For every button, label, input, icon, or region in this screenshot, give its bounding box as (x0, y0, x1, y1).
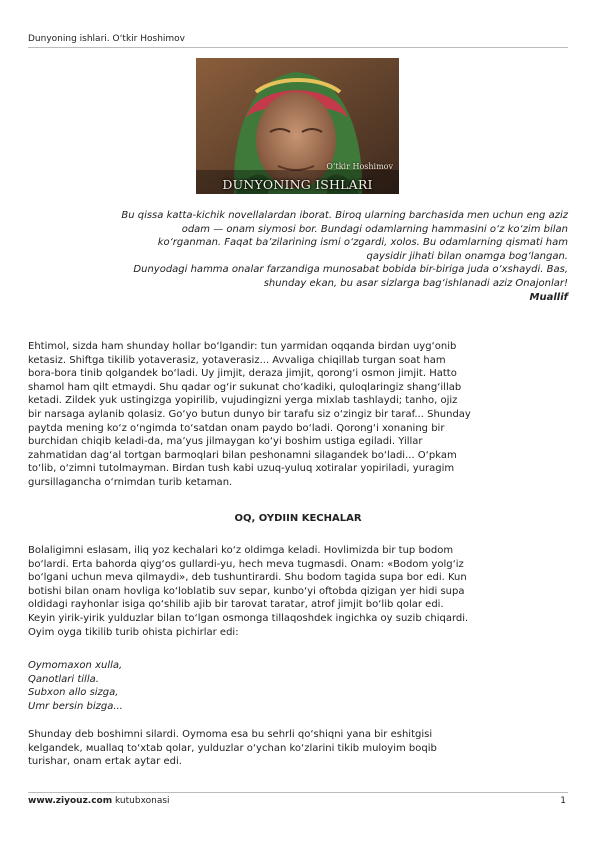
cover-image (196, 58, 399, 194)
text-line: botishi bilan onam hovliga ko‘loblatib suv separ, kunbo‘yi oftobda qizigan yer hidi supa (28, 585, 465, 597)
cover-title: DUNYONING ISHLARI (222, 177, 373, 192)
page-footer (28, 792, 568, 806)
text-line: burchidan chiqib keladi-da, ma’yus jilmaygan ko‘yi boshim ustiga egiladi. Yillar (28, 436, 423, 448)
text-line: turishar, onam ertak aytar edi. (28, 756, 182, 768)
cover-author: O‘tkir Hoshimov (326, 162, 393, 171)
text-line: bo‘lgani uchun meva qilmaydi», deb tushuntirardi. Shu bodom tagida supa bor edi. Kun (28, 572, 467, 584)
epigraph-line: shunday ekan, bu asar sizlarga bag‘ishlanadi aziz Onajonlar! (263, 277, 568, 289)
text-line: gursillagancha o‘rnimdan turib ketaman. (28, 476, 233, 488)
running-header (28, 34, 568, 48)
epigraph-line: Dunyodagi hamma onalar farzandiga munosabat bobida bir-biriga juda o‘xshaydi. Bas, (133, 264, 568, 276)
text-line: ketasiz. Shiftga tikilib yotaverasiz, yotaverasiz... Avvaliga chiqillab turgan soat ham (28, 354, 446, 366)
paragraph-opening (28, 340, 568, 490)
portrait-illustration (196, 58, 399, 194)
text-line: ketadi. Zildek yuk ustingizga yopirilib, vujudingizni yerga mixlab tashlaydi; tanho, ojiz (28, 395, 458, 407)
text-line: zahmatidan dag‘al tortgan barmoqlari bilan peshonamni silagandek bo‘ladi... O‘pkam (28, 449, 457, 461)
page-number: 1 (560, 796, 566, 806)
poem-line: Oymomaxon xulla, (28, 660, 123, 671)
text-line: bir narsaga aylanib qolasiz. Go‘yo butun dunyo bir tarafu siz o‘zingiz bir taraf... Shunday (28, 408, 471, 420)
epigraph-line: odam — onam siymosi bor. Bundagi odamlarning hammasini o‘z ko‘zim bilan (181, 223, 568, 235)
text-line: Bolaligimni eslasam, iliq yoz kechalari ko‘z oldimga keladi. Hovlimizda bir tup bodom (28, 545, 454, 556)
text-line: bora-bora tinib qolgandek bo‘ladi. Uy jimjit, deraza jimjit, qorong‘i osmon jimjit. Hatto (28, 368, 457, 380)
text-line: Shunday deb boshimni silardi. Oymoma esa bu sehrli qo‘shiqni yana bir eshitgisi (28, 729, 433, 740)
text-line: Keyin yirik-yirik yulduzlar bilan to‘lgan osmonga tillaqoshdek ingichka oy suzib chiqardi. (28, 612, 469, 624)
paragraph-closing (28, 728, 568, 769)
header-title: Dunyoning ishlari. O‘tkir Hoshimov (28, 34, 185, 44)
text-line: Oyim oyga tikilib turib ohista pichirlar edi: (28, 626, 239, 638)
footer-suffix: kutubxonasi (115, 796, 170, 806)
section-heading: OQ, OYDIIN KECHALAR (234, 513, 362, 524)
epigraph-signature: Muallif (529, 291, 568, 303)
text-line: shamol ham qilt etmaydi. Shu qadar og‘ir sukunat cho‘kadiki, quloqlaringiz shang‘illab (28, 381, 462, 393)
poem-line: Qanotlari tilla. (28, 673, 99, 685)
footer-site-link[interactable]: www.ziyouz.com (28, 796, 113, 806)
text-line: oldidagi rayhonlar isiga qo‘shilib ajib bir tarovat taratar, atrof jimjit bo‘lib qolar edi. (28, 599, 444, 611)
epigraph-line: qaysidir jihati bilan onamga bog‘langan. (366, 250, 568, 262)
paragraph-childhood (28, 544, 568, 639)
epigraph-line: Bu qissa katta-kichik novellalardan iborat. Biroq ularning barchasida men uchun eng aziz (121, 210, 568, 221)
text-line: to‘lib, o‘zimni tutolmayman. Birdan tush kabi uzuq-yuluq xotiralar yopiriladi, yuragim (28, 463, 455, 475)
epigraph (18, 209, 568, 304)
poem-line: Umr bersin bizga... (28, 700, 123, 712)
text-line: bo‘lardi. Erta bahorda qiyg‘os gullardi-yu, hech meva tugmasdi. Onam: «Bodom yolg‘iz (28, 558, 464, 570)
poem (28, 659, 123, 713)
text-line: Ehtimol, sizda ham shunday hollar bo‘lgandir: tun yarmidan oqqanda birdan uyg‘onib (28, 341, 457, 352)
text-line: kelgandek, мuallaq to‘xtab qolar, yulduzlar o‘ychan ko‘zlarini tikib muloyim boqib (28, 742, 437, 754)
poem-line: Subxon allo sizga, (28, 687, 119, 699)
epigraph-line: ko‘rganman. Faqat ba’zilarining ismi o‘zgardi, xolos. Bu odamlarning qismati ham (157, 237, 568, 249)
text-line: paytda mening ko‘z o‘ngimda to‘satdan onam paydo bo‘ladi. Qorong‘i xonaning bir (28, 422, 445, 434)
